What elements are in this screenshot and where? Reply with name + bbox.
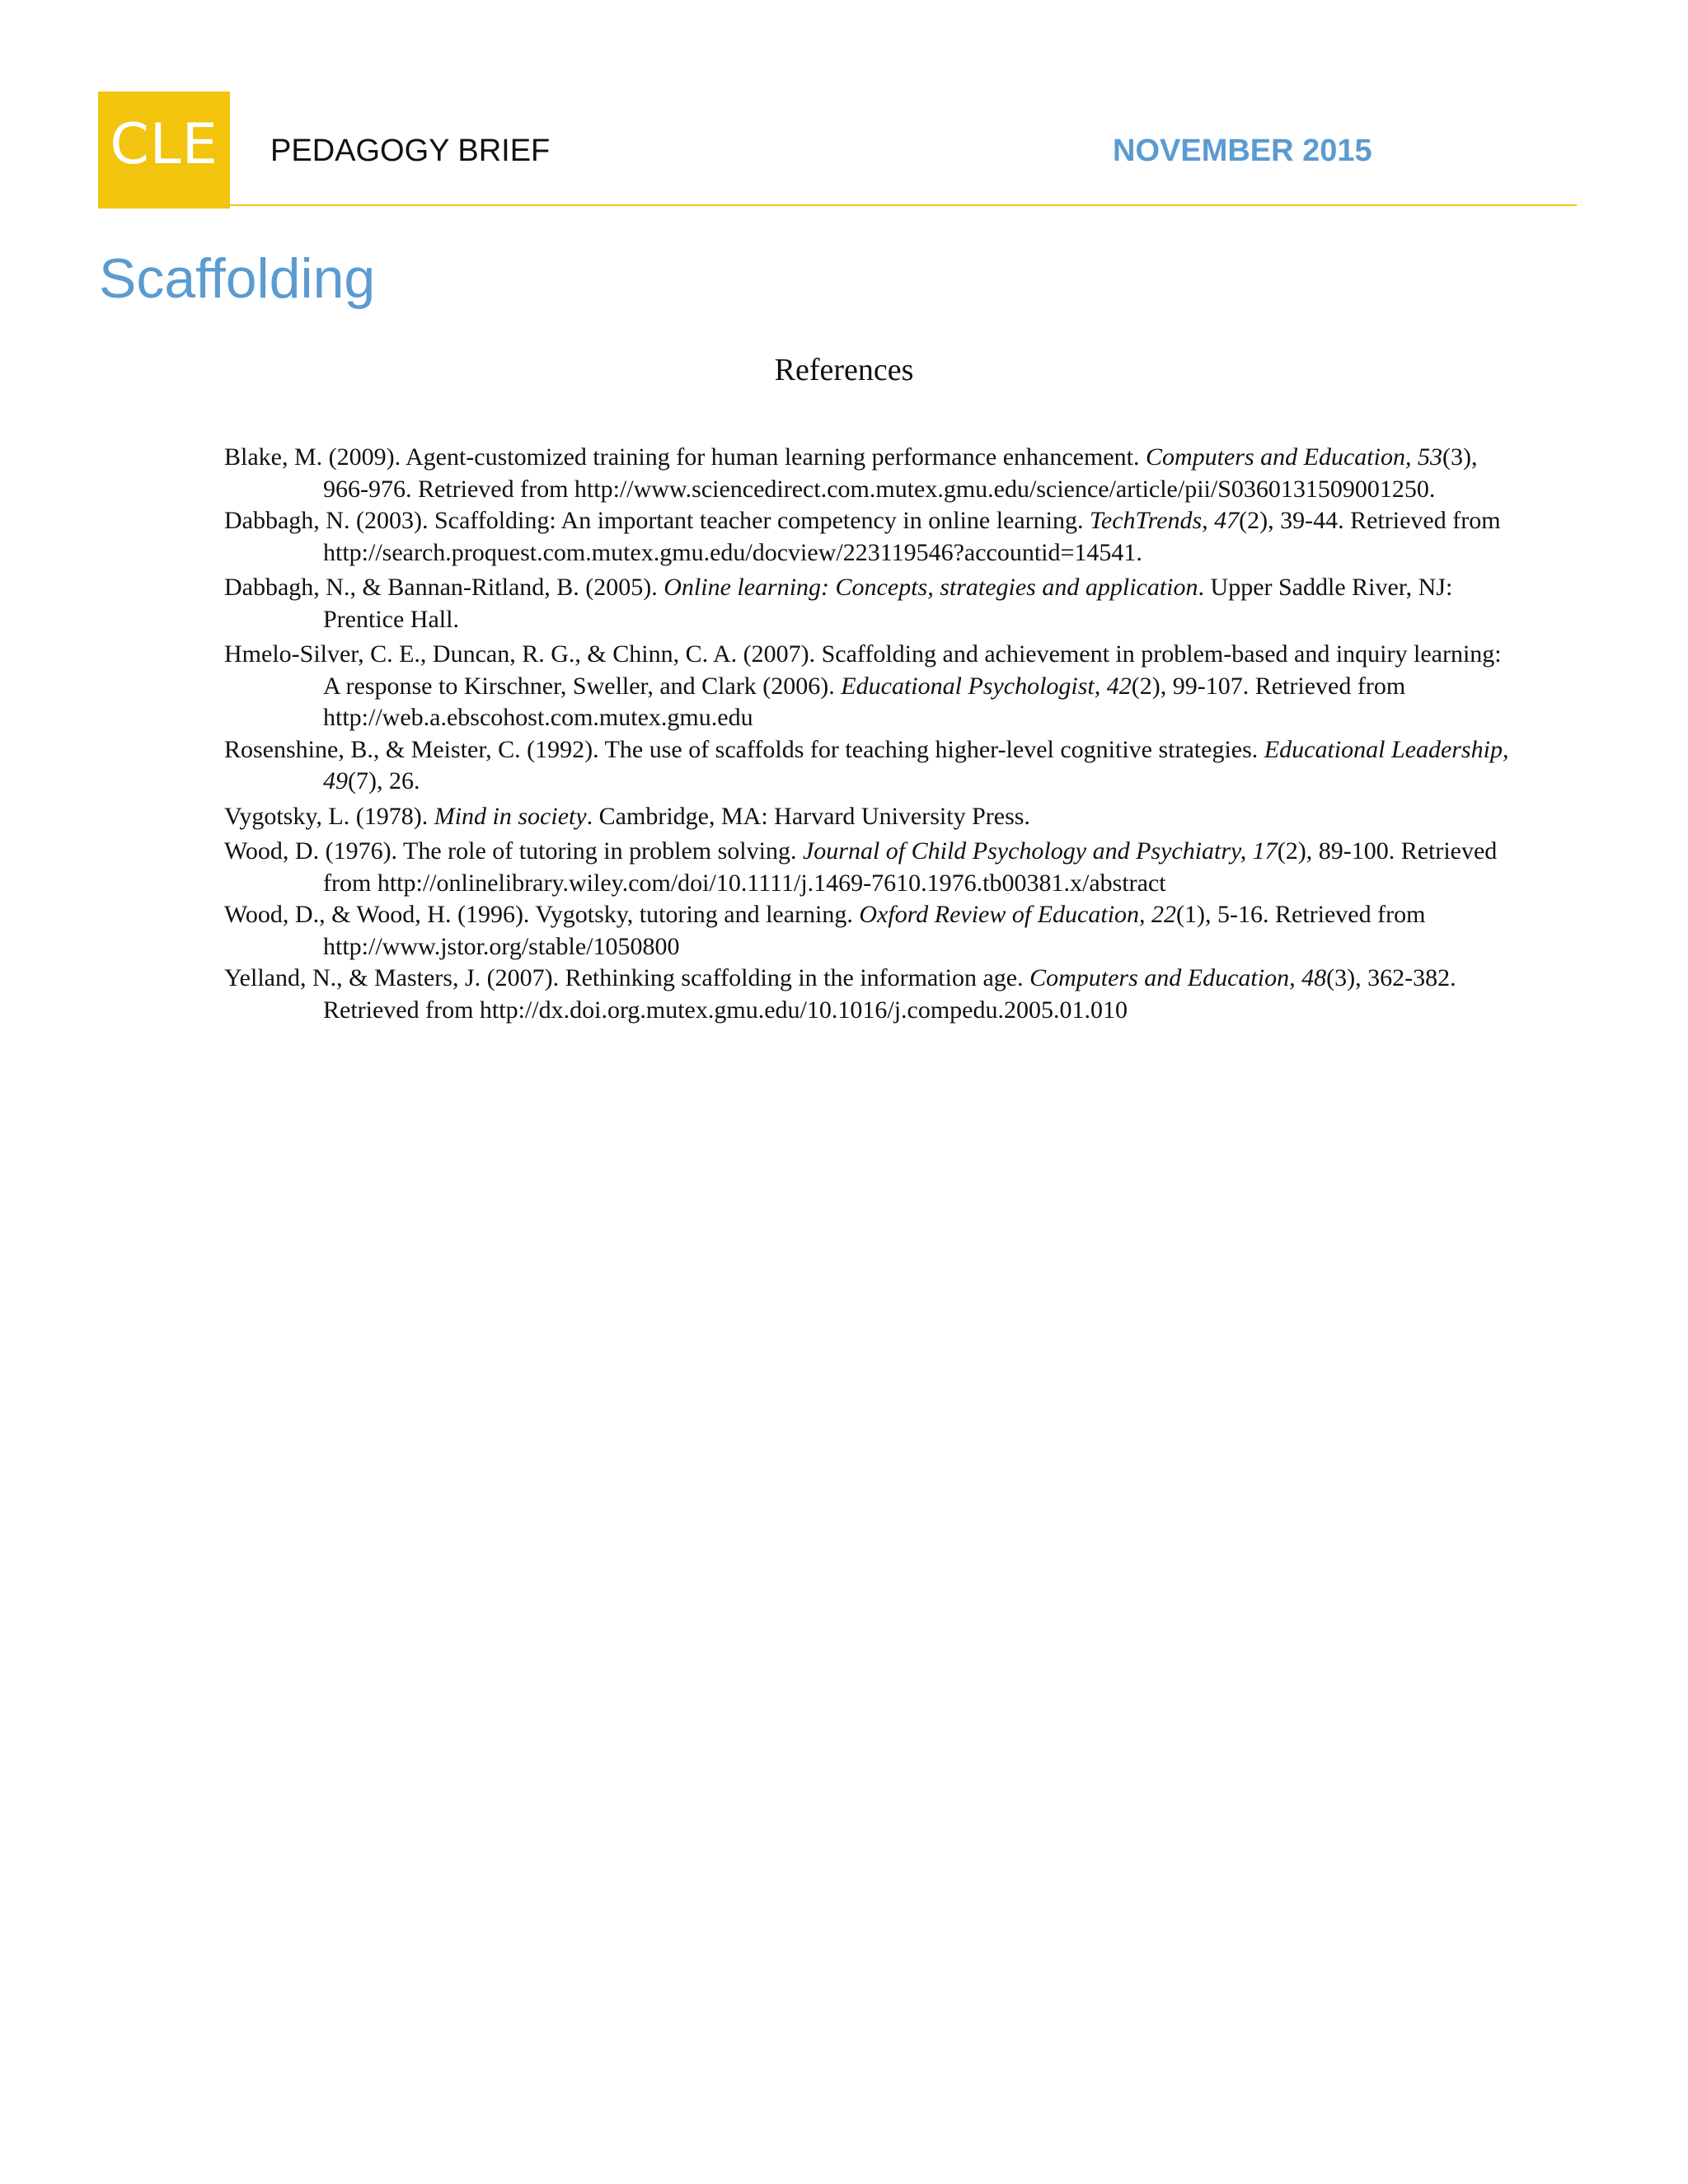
reference-details: (7), 26. — [348, 767, 420, 794]
reference-source: Journal of Child Psychology and Psychiatry, 17 — [802, 837, 1278, 865]
reference-source: Educational Leadership, 49 — [323, 735, 1509, 794]
date-label: NOVEMBER 2015 — [1113, 134, 1372, 168]
reference-details: (2), 39-44. Retrieved from http://search.proquest.com.mutex.gmu.edu/docview/223119546?accountid=14541. — [323, 507, 1501, 566]
reference-source: Computers and Education, 48 — [1029, 964, 1327, 991]
reference-text: Rosenshine, B., & Meister, C. (1992). The use of scaffolds for teaching higher-level cognitive strategies. — [224, 735, 1264, 763]
reference-item — [224, 505, 1510, 569]
reference-source: TechTrends, 47 — [1090, 507, 1240, 534]
cle-logo — [98, 91, 230, 209]
reference-text: Wood, D., & Wood, H. (1996). Vygotsky, tutoring and learning. — [224, 901, 860, 928]
reference-text: Wood, D. (1976). The role of tutoring in problem solving. — [224, 837, 803, 865]
reference-text: Vygotsky, L. (1978). — [224, 802, 434, 830]
page-title: Scaffolding — [99, 247, 376, 310]
reference-item — [224, 572, 1510, 635]
reference-details: (2), 99-107. Retrieved from http://web.a.ebscohost.com.mutex.gmu.edu — [323, 672, 1406, 731]
reference-item — [224, 734, 1510, 798]
reference-source: Mind in society — [434, 802, 587, 830]
reference-item — [224, 442, 1510, 505]
reference-details: (2), 89-100. Retrieved from http://onlinelibrary.wiley.com/doi/10.1111/j.1469-7610.1976.tb00381.x/abstract — [323, 837, 1498, 897]
reference-source: Online learning: Concepts, strategies and application — [663, 574, 1198, 601]
reference-source: Educational Psychologist, 42 — [841, 672, 1132, 700]
reference-text: Dabbagh, N. (2003). Scaffolding: An important teacher competency in online learning. — [224, 507, 1090, 534]
reference-item — [224, 899, 1510, 963]
reference-list — [224, 442, 1510, 1026]
logo-text: CLE — [110, 111, 218, 177]
reference-details: . Cambridge, MA: Harvard University Press. — [586, 802, 1030, 830]
reference-text: Blake, M. (2009). Agent-customized training for human learning performance enhancement. — [224, 443, 1146, 471]
reference-text: Dabbagh, N., & Bannan-Ritland, B. (2005). — [224, 574, 664, 601]
reference-details: (1), 5-16. Retrieved from http://www.jstor.org/stable/1050800 — [323, 901, 1426, 960]
reference-text: Hmelo-Silver, C. E., Duncan, R. G., & Chinn, C. A. (2007). Scaffolding and achievement in problem-based and inquiry learning: A response to Kirschner, Sweller, and Clark (2006). — [224, 640, 1502, 700]
reference-source: Computers and Education, 53 — [1145, 443, 1442, 471]
brief-label: PEDAGOGY BRIEF — [270, 134, 551, 168]
references-heading: References — [774, 353, 914, 387]
reference-text: Yelland, N., & Masters, J. (2007). Rethinking scaffolding in the information age. — [224, 964, 1030, 991]
reference-details: (3), 362-382. Retrieved from http://dx.doi.org.mutex.gmu.edu/10.1016/j.compedu.2005.01.010 — [323, 964, 1456, 1024]
reference-item — [224, 801, 1510, 833]
reference-item — [224, 963, 1510, 1026]
reference-details: (3), 966-976. Retrieved from http://www.sciencedirect.com.mutex.gmu.edu/science/article/pii/S0360131509001250. — [323, 443, 1478, 503]
reference-item — [224, 836, 1510, 899]
reference-item — [224, 639, 1510, 734]
reference-details: . Upper Saddle River, NJ: Prentice Hall. — [323, 574, 1453, 633]
header-divider — [230, 204, 1577, 206]
reference-source: Oxford Review of Education, 22 — [859, 901, 1177, 928]
